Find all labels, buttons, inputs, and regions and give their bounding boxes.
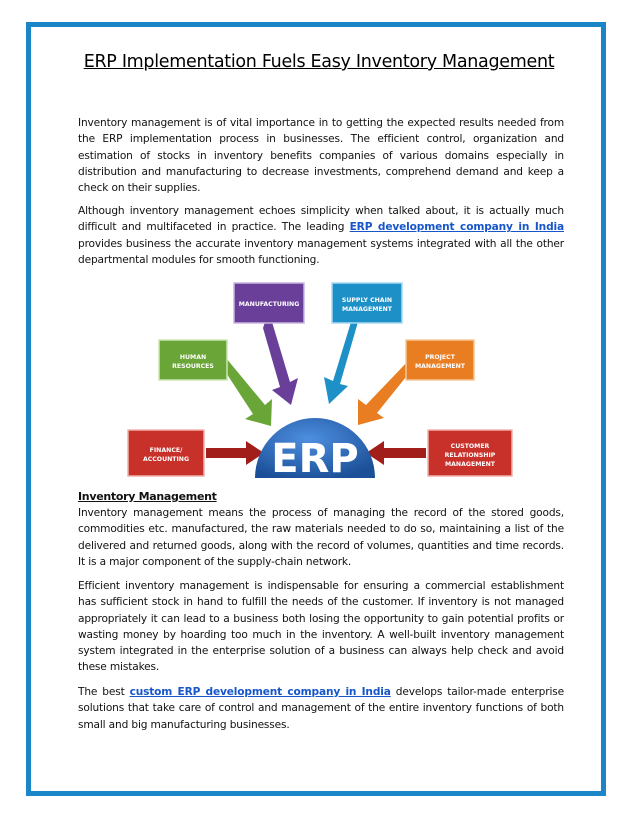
erp-development-link[interactable]: ERP development company in India	[349, 221, 564, 234]
paragraph-definition: Inventory management means the process of managing the record of the stored goods, commodities etc. manufactured, the raw materials needed to do so, maintaining a list of the delivered and returned goods, along with the record of volumes, quantities and time records. It is a major component of the supply-chain network.	[78, 507, 564, 568]
paragraph-custom-link	[78, 684, 564, 733]
label-human-resources-1: HUMAN	[179, 354, 207, 361]
label-crm-2: RELATIONSHIP	[444, 452, 496, 459]
custom-erp-development-link[interactable]: custom ERP development company in India	[129, 686, 391, 698]
erp-modules-diagram	[126, 278, 514, 478]
label-supply-chain-2: MANAGEMENT	[341, 306, 393, 313]
label-project-1: PROJECT	[425, 354, 455, 361]
paragraph-text: provides business the accurate inventory management systems integrated with all the other departmental modules for smooth functioning.	[78, 237, 564, 266]
label-supply-chain-1: SUPPLY CHAIN	[341, 297, 393, 304]
arrow-manufacturing	[263, 322, 298, 405]
paragraph-text: develops tailor-made enterprise solutions that take care of control and management of the entire inventory functions of both small and big manufacturing businesses.	[78, 686, 564, 731]
label-human-resources-2: RESOURCES	[172, 363, 214, 370]
paragraph-erp-link	[78, 203, 564, 268]
label-finance-2: ACCOUNTING	[142, 456, 190, 463]
arrow-crm	[366, 441, 426, 465]
document-title: ERP Implementation Fuels Easy Inventory Management	[83, 52, 555, 72]
arrow-finance	[206, 441, 264, 465]
label-finance-1: FINANCE/	[149, 447, 183, 454]
label-crm-1: CUSTOMER	[450, 443, 490, 450]
arrow-supply-chain	[324, 322, 358, 404]
paragraph-text: The best	[78, 686, 130, 698]
label-manufacturing: MANUFACTURING	[238, 301, 300, 308]
paragraph-intro: Inventory management is of vital importance in to getting the expected results needed from the ERP implementation process in businesses. The efficient control, organization and estimation of stocks in inventory benefits companies of various domains especially in distribution and manufacturing to decrease investments, comprehend demand and keep a check on their supplies.	[78, 117, 564, 195]
section-heading: Inventory Management	[78, 490, 217, 503]
label-crm-3: MANAGEMENT	[444, 461, 496, 468]
label-project-2: MANAGEMENT	[414, 363, 466, 370]
paragraph-efficiency: Efficient inventory management is indispensable for ensuring a commercial establishment has sufficient stock in hand to fulfill the needs of the customer. If inventory is not managed appropriately it can lead to a business both losing the opportunity to gain potential profits or wasting money by hoarding too much in the inventory. A well-built inventory management system integrated in the enterprise solution of a business can always help check and avoid these mistakes.	[78, 580, 564, 674]
paragraph-text: Although inventory management echoes simplicity when talked about, it is actually much difficult and multifaceted in practice. The leading	[78, 205, 564, 234]
erp-label: ERP	[271, 436, 359, 478]
